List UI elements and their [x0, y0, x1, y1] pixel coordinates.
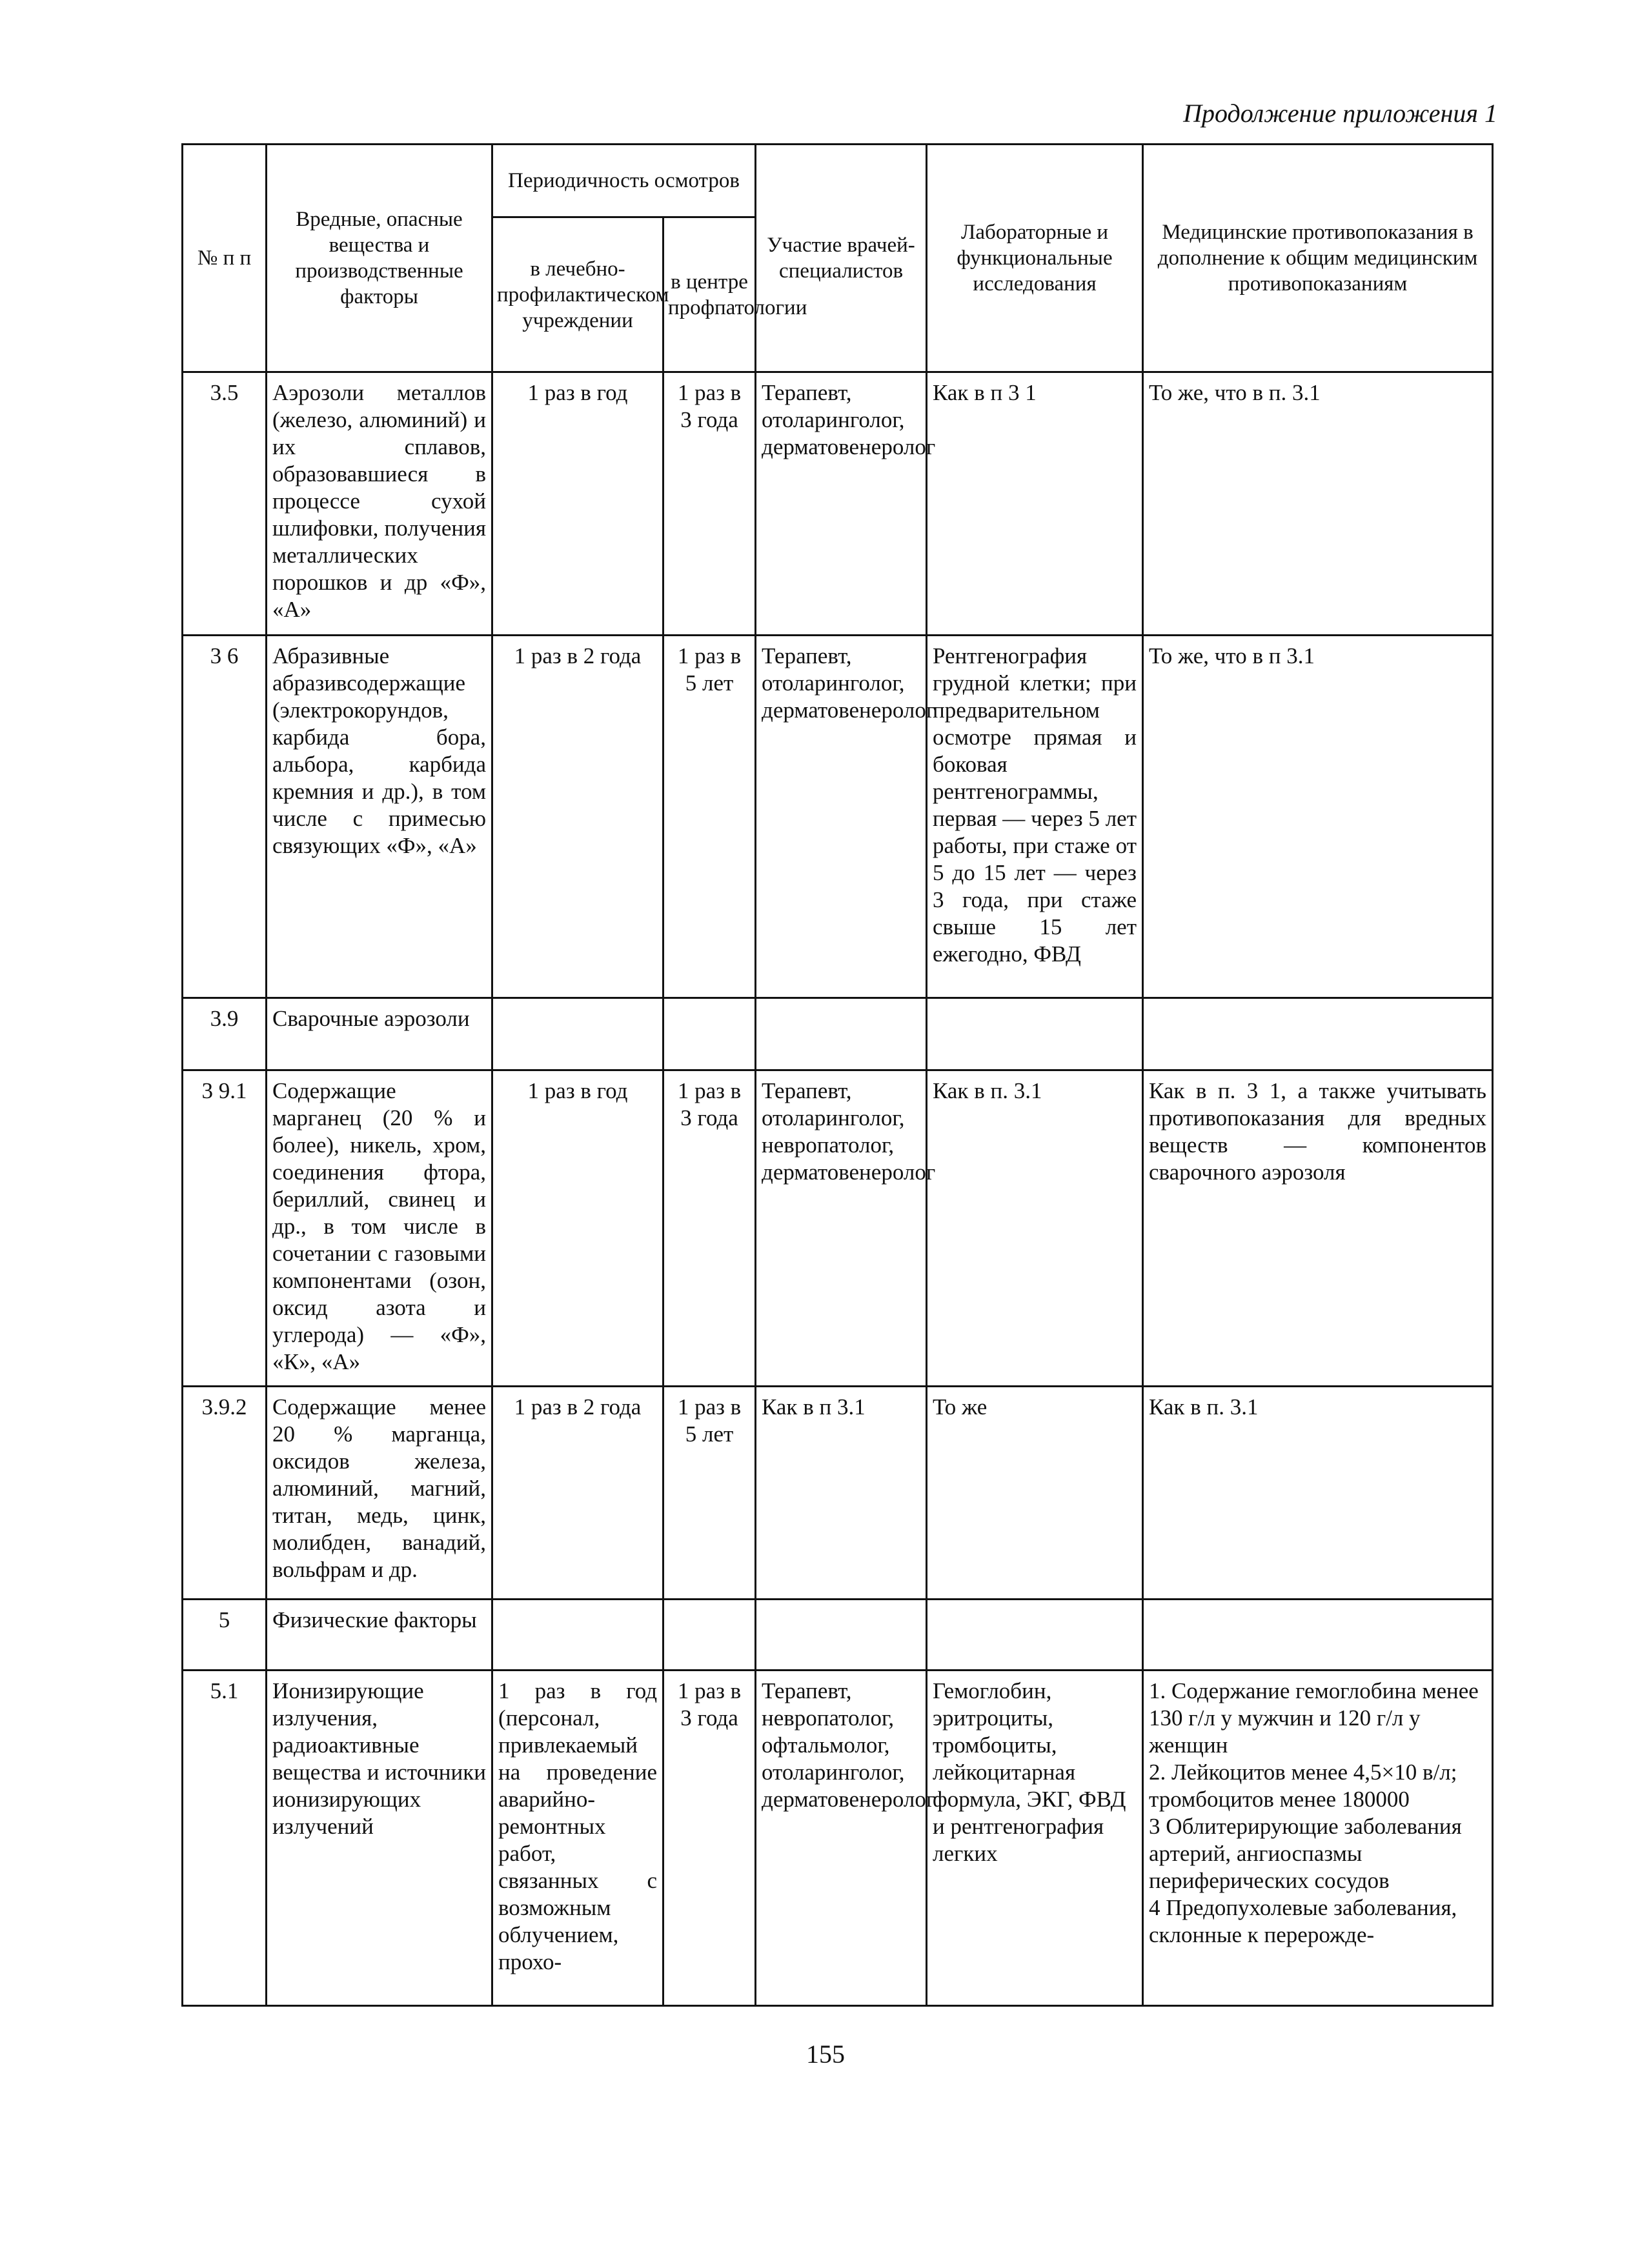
row-contraindications: То же, что в п. 3.1 — [1143, 372, 1493, 636]
row-contraindications — [1143, 1600, 1493, 1671]
contra-item: 4 Предопухолевые заболевания, склонные к перерожде- — [1149, 1895, 1457, 1947]
table-row — [183, 636, 1493, 998]
page-number: 155 — [806, 2040, 845, 2069]
row-specialists — [756, 1600, 927, 1671]
row-specialists: Терапевт, отоларинголог, дерматовенеролог — [756, 372, 927, 636]
row-factor: Содержащие марганец (20 % и более), никель, хром, соединения фтора, бериллий, свинец и др., в том числе в сочетании с газовыми компонентами (озон, оксид азота и углерода) — «Ф», «К», «А» — [267, 1070, 492, 1387]
row-factor: Физические факторы — [267, 1600, 492, 1671]
continuation-label: Продолжение приложения 1 — [1183, 99, 1497, 128]
row-num: 3 9.1 — [183, 1070, 267, 1387]
row-contraindications: Как в п. 3.1 — [1143, 1387, 1493, 1600]
row-clinic: 1 раз в 2 года — [492, 1387, 663, 1600]
row-center: 1 раз в 3 года — [663, 1070, 756, 1387]
row-num: 3.9.2 — [183, 1387, 267, 1600]
row-lab — [927, 1600, 1143, 1671]
row-center — [663, 1600, 756, 1671]
medical-exam-table — [181, 143, 1494, 2007]
row-specialists: Терапевт, отоларинголог, невропатолог, дерматовенеролог — [756, 1070, 927, 1387]
row-center: 1 раз в 5 лет — [663, 1387, 756, 1600]
row-lab: То же — [927, 1387, 1143, 1600]
row-specialists: Как в п 3.1 — [756, 1387, 927, 1600]
table-row — [183, 998, 1493, 1070]
row-contraindications: Как в п. 3 1, а также учитывать противопоказания для вредных веществ — компонентов сварочного аэрозоля — [1143, 1070, 1493, 1387]
row-num: 5.1 — [183, 1671, 267, 2006]
row-factor: Ионизирующие излучения, радиоактивные вещества и источники ионизирующих излучений — [267, 1671, 492, 2006]
contra-item: 3 Облитерирующие заболевания артерий, ангиоспазмы периферических сосудов — [1149, 1814, 1462, 1893]
header-center: в центре профпатологии — [663, 217, 756, 372]
row-num: 3.9 — [183, 998, 267, 1070]
row-factor: Содержащие менее 20 % марганца, оксидов железа, алюминий, магний, титан, медь, цинк, молибден, ванадий, вольфрам и др. — [267, 1387, 492, 1600]
row-num: 3 6 — [183, 636, 267, 998]
row-specialists: Терапевт, отоларинголог, дерматовенеролог — [756, 636, 927, 998]
row-contraindications: То же, что в п 3.1 — [1143, 636, 1493, 998]
row-clinic: 1 раз в год — [492, 1070, 663, 1387]
row-specialists — [756, 998, 927, 1070]
header-clinic: в лечебно-профилактическом учреждении — [492, 217, 663, 372]
row-clinic — [492, 1600, 663, 1671]
row-lab: Как в п 3 1 — [927, 372, 1143, 636]
contra-item: 1. Содержание гемоглобина менее 130 г/л у мужчин и 120 г/л у женщин — [1149, 1678, 1479, 1758]
row-factor: Абразивные абразивсодержащие (электрокорундов, карбида бора, альбора, карбида кремния и др.), в том числе с примесью связующих «Ф», «А» — [267, 636, 492, 998]
row-lab: Рентгенография грудной клетки; при предварительном осмотре прямая и боковая рентгенограммы, первая — через 5 лет работы, при стаже от 5 до 15 лет — через 3 года, при стаже свыше 15 лет ежегодно, ФВД — [927, 636, 1143, 998]
row-specialists: Терапевт, невропатолог, офтальмолог, отоларинголог, дерматовенеролог — [756, 1671, 927, 2006]
table-row — [183, 1070, 1493, 1387]
row-num: 5 — [183, 1600, 267, 1671]
row-center: 1 раз в 3 года — [663, 1671, 756, 2006]
header-factors: Вредные, опасные вещества и производственные факторы — [267, 145, 492, 372]
header-lab: Лабораторные и функциональные исследования — [927, 145, 1143, 372]
table-row — [183, 1387, 1493, 1600]
row-contraindications — [1143, 1671, 1493, 2006]
row-center: 1 раз в 5 лет — [663, 636, 756, 998]
row-clinic: 1 раз в год (персонал, привлекаемый на проведение аварийно-ремонтных работ, связанных с возможным облучением, прохо- — [492, 1671, 663, 2006]
row-contraindications — [1143, 998, 1493, 1070]
table-row — [183, 1671, 1493, 2006]
row-factor: Сварочные аэрозоли — [267, 998, 492, 1070]
header-specialists: Участие врачей-специалистов — [756, 145, 927, 372]
row-num: 3.5 — [183, 372, 267, 636]
header-num: № п п — [183, 145, 267, 372]
row-clinic — [492, 998, 663, 1070]
row-center — [663, 998, 756, 1070]
row-lab — [927, 998, 1143, 1070]
header-contraindications: Медицинские противопоказания в дополнение к общим медицинским противопоказаниям — [1143, 145, 1493, 372]
contra-item: 2. Лейкоцитов менее 4,5×10 в/л; тромбоцитов менее 180000 — [1149, 1760, 1457, 1812]
row-lab: Гемоглобин, эритроциты, тромбоциты, лейкоцитарная формула, ЭКГ, ФВД и рентгенография легких — [927, 1671, 1143, 2006]
row-clinic: 1 раз в 2 года — [492, 636, 663, 998]
row-lab: Как в п. 3.1 — [927, 1070, 1143, 1387]
row-factor: Аэрозоли металлов (железо, алюминий) и их сплавов, образовавшиеся в процессе сухой шлифовки, получения металлических порошков и др «Ф», «А» — [267, 372, 492, 636]
row-clinic: 1 раз в год — [492, 372, 663, 636]
row-center: 1 раз в 3 года — [663, 372, 756, 636]
table-row — [183, 1600, 1493, 1671]
table-row — [183, 372, 1493, 636]
header-periodicity: Периодичность осмотров — [492, 145, 756, 217]
